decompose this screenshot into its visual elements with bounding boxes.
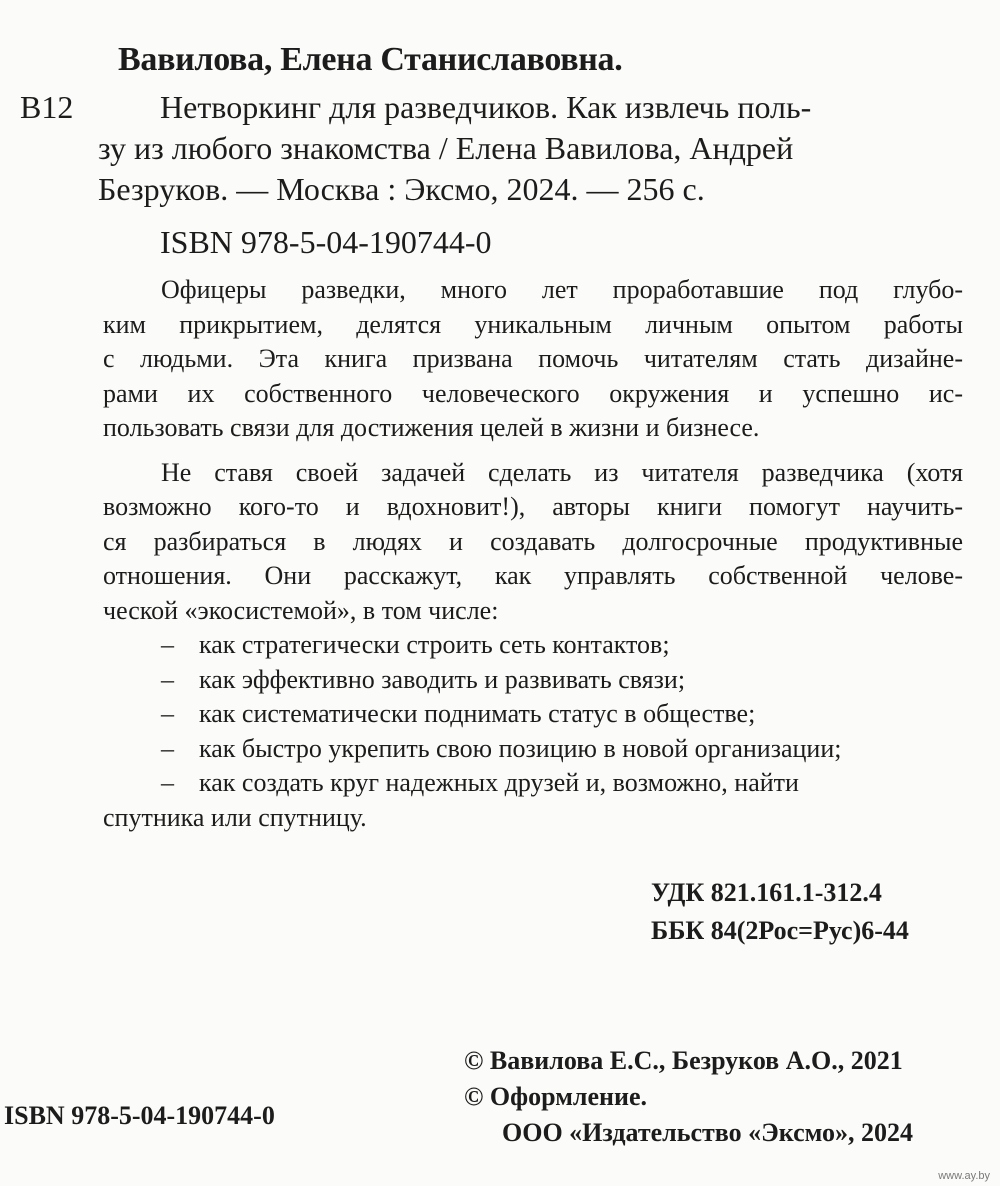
annotation-line: с людьми. Эта книга призвана помочь читателям стать дизайне- (103, 344, 963, 373)
topics-list (103, 628, 963, 801)
copyright-line: © Вавилова Е.С., Безруков А.О., 2021 (464, 1046, 903, 1075)
author-heading: Вавилова, Елена Станиславовна. (118, 41, 623, 78)
list-item-text: как стратегически строить сеть контактов; (199, 630, 670, 659)
copyright-line: ООО «Издательство «Эксмо», 2024 (502, 1118, 914, 1147)
list-item-text: как эффективно заводить и развивать связи; (199, 664, 686, 694)
dash-marker: – (161, 664, 174, 694)
annotation (103, 273, 963, 835)
bbk-code: ББК 84(2Рос=Рус)6-44 (651, 916, 909, 945)
dash-marker: – (161, 768, 174, 797)
copyright-line: © Оформление. (464, 1082, 648, 1111)
list-item-text: как создать круг надежных друзей и, возможно, найти (199, 768, 799, 797)
udk-code: УДК 821.161.1-312.4 (651, 878, 882, 907)
list-item (103, 663, 963, 698)
dash-marker: – (161, 630, 174, 659)
list-item (103, 697, 963, 732)
bib-line: зу из любого знакомства / Елена Вавилова, Андрей (98, 130, 794, 166)
annotation-line: рами их собственного человеческого окружения и успешно ис- (103, 378, 963, 408)
annotation-line: Офицеры разведки, много лет проработавшие под глубо- (161, 275, 963, 304)
author-sign-code: В12 (20, 89, 74, 125)
copyright-block (464, 1043, 913, 1151)
list-item (103, 732, 963, 767)
annotation-line: отношения. Они расскажут, как управлять собственной челове- (103, 561, 963, 590)
classification-codes (651, 874, 909, 950)
watermark: www.ay.by (938, 1170, 990, 1182)
dash-marker: – (161, 699, 174, 728)
annotation-line: ся разбираться в людях и создавать долгосрочные продуктивные (103, 526, 963, 556)
bibliographic-description (98, 87, 966, 210)
isbn-top: ISBN 978-5-04-190744-0 (160, 224, 492, 260)
dash-marker: – (161, 733, 174, 763)
bib-line: Безруков. — Москва : Эксмо, 2024. — 256 с. (98, 171, 705, 207)
list-item-text: как систематически поднимать статус в обществе; (199, 699, 756, 728)
annotation-line: ческой «экосистемой», в том числе: (103, 595, 499, 625)
annotation-line: ким прикрытием, делятся уникальным личным опытом работы (103, 309, 963, 339)
list-item (103, 766, 963, 801)
annotation-line: пользовать связи для достижения целей в жизни и бизнесе. (103, 413, 760, 442)
annotation-line: возможно кого-то и вдохновит!), авторы книги помогут научить- (103, 492, 963, 521)
isbn-bottom: ISBN 978-5-04-190744-0 (4, 1101, 275, 1130)
list-item (103, 628, 963, 663)
bib-line: Нетворкинг для разведчиков. Как извлечь поль- (160, 89, 812, 125)
annotation-line: спутника или спутницу. (103, 802, 367, 832)
list-item-text: как быстро укрепить свою позицию в новой организации; (199, 733, 842, 763)
annotation-line: Не ставя своей задачей сделать из читателя разведчика (хотя (161, 457, 963, 487)
